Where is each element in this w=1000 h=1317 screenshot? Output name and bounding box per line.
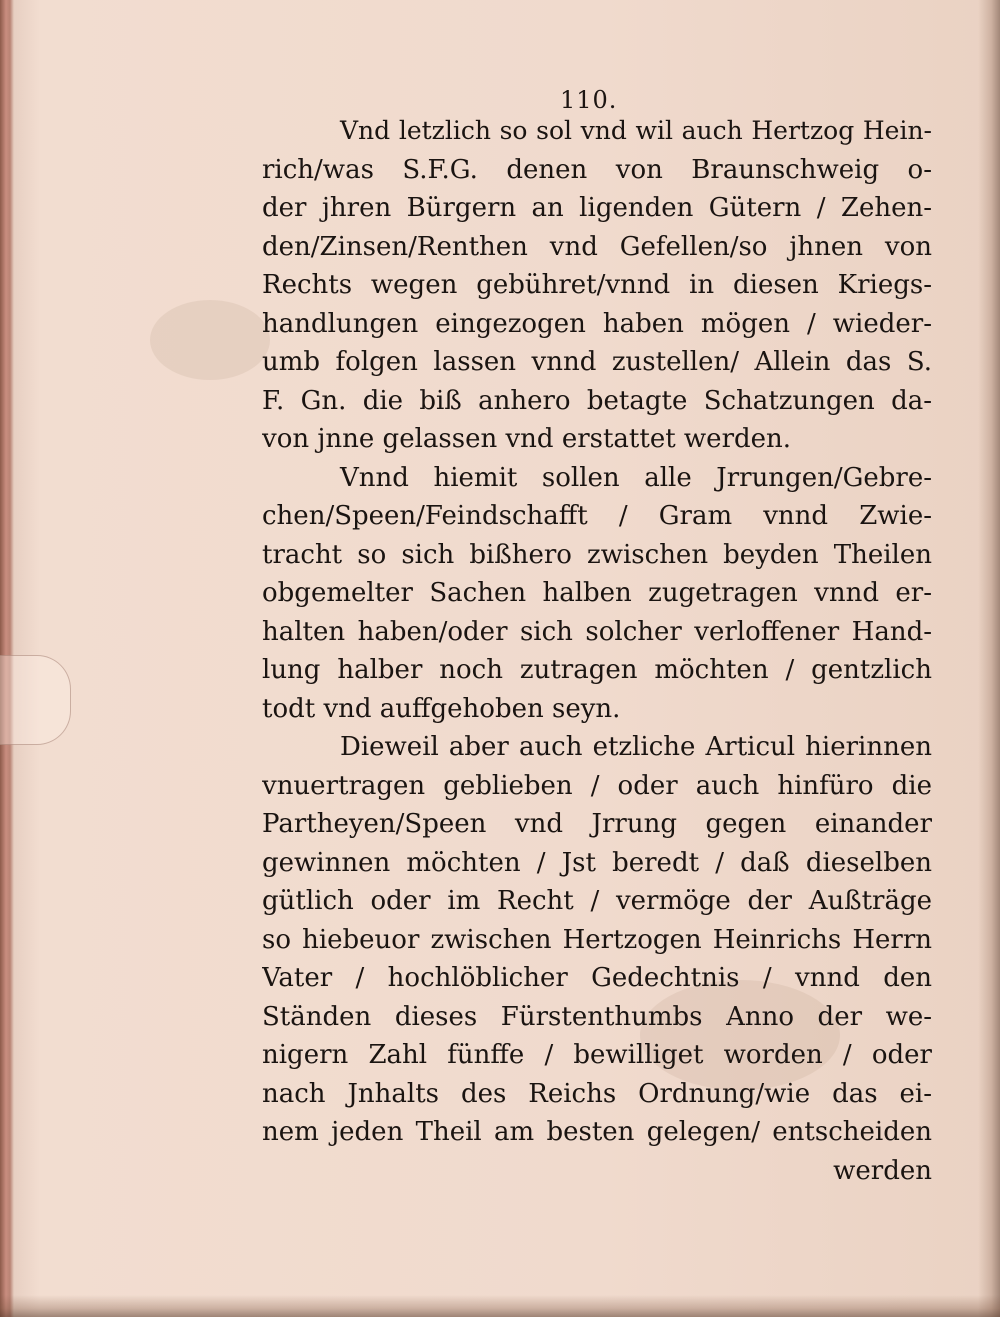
- text-line: Vater / hochlöblicher Gedechtnis / vnnd den: [262, 963, 932, 993]
- text-line: nach Jnhalts des Reichs Ordnung/wie das ei-: [262, 1078, 932, 1109]
- text-line: rich/was S.F.G. denen von Braunschweig o-: [262, 154, 932, 185]
- text-line: handlungen eingezogen haben mögen / wieder-: [262, 308, 932, 339]
- text-line: vnuertragen geblieben / oder auch hinfüro die: [262, 770, 932, 801]
- text-line: tracht so sich bißhero zwischen beyden Theilen: [262, 539, 932, 570]
- text-line: von jnne gelassen vnd erstattet werden.: [262, 424, 792, 454]
- text-line: nigern Zahl fünffe / bewilliget worden / oder: [262, 1040, 932, 1070]
- text-line: gewinnen möchten / Jst beredt / daß dieselben: [262, 847, 932, 878]
- text-line: gütlich oder im Recht / vermöge der Außträge: [262, 886, 932, 916]
- text-line: so hiebeuor zwischen Hertzogen Heinrichs Herrn: [262, 924, 932, 955]
- text-line: obgemelter Sachen halben zugetragen vnnd er-: [262, 578, 932, 608]
- text-line: F. Gn. die biß anhero betagte Schatzungen da-: [262, 385, 932, 416]
- text-line: Vnd letzlich so sol vnd wil auch Hertzog Hein-: [340, 116, 932, 145]
- text-line: lung halber noch zutragen möchten / gentzlich: [262, 655, 932, 685]
- text-line: halten haben/oder sich solcher verloffener Hand-: [262, 616, 932, 647]
- body-text: [262, 112, 932, 1190]
- page-edge-bottom: [0, 1295, 1000, 1317]
- text-line: todt vnd auffgehoben seyn.: [262, 693, 621, 724]
- text-line: Partheyen/Speen vnd Jrrung gegen einander: [262, 809, 932, 839]
- page-tab-clip: [0, 655, 71, 745]
- catchword: werden: [833, 1155, 932, 1186]
- text-line: Rechts wegen gebühret/vnnd in diesen Kriegs-: [262, 270, 932, 300]
- text-line: nem jeden Theil am besten gelegen/ entscheiden: [262, 1117, 932, 1147]
- text-line: der jhren Bürgern an ligenden Gütern / Zehen-: [262, 193, 932, 223]
- text-line: chen/Speen/Feindschafft / Gram vnnd Zwie-: [262, 501, 932, 531]
- paper-stain: [150, 300, 270, 380]
- text-line: Vnnd hiemit sollen alle Jrrungen/Gebre-: [340, 462, 932, 493]
- page-edge-right: [978, 0, 1000, 1317]
- text-line: Ständen dieses Fürstenthumbs Anno der we-: [262, 1001, 932, 1032]
- text-line: Dieweil aber auch etzliche Articul hierinnen: [340, 732, 932, 762]
- text-line: umb folgen lassen vnnd zustellen/ Allein das S.: [262, 347, 932, 377]
- text-line: den/Zinsen/Renthen vnd Gefellen/so jhnen von: [262, 231, 932, 262]
- page-number: 110.: [560, 86, 618, 114]
